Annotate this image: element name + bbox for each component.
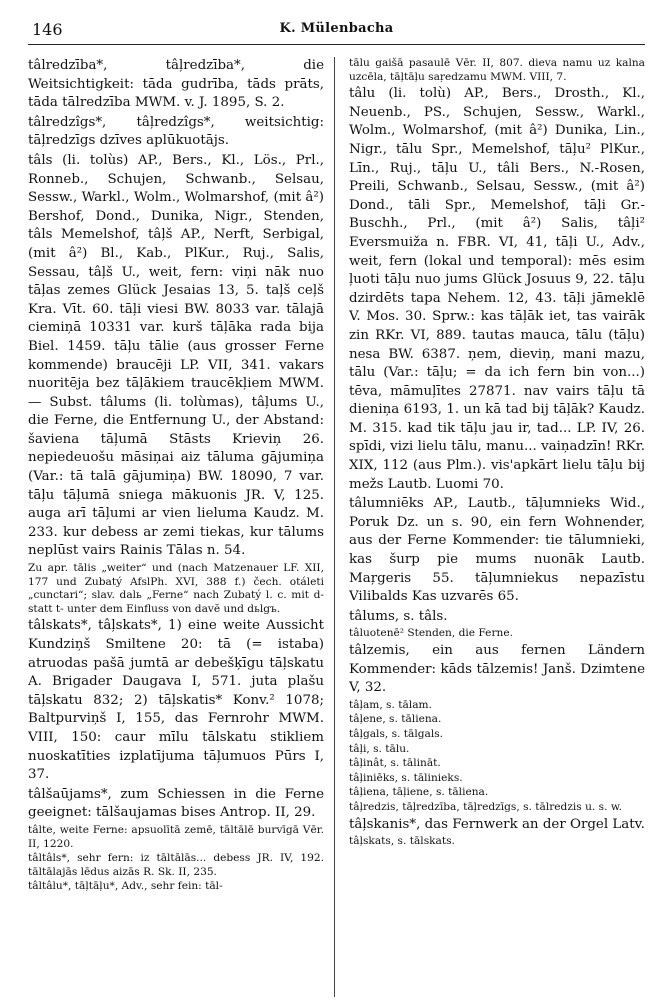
entry: tālu gaišā pasaulē Vēr. II, 807. dieva namu uz kalna uzcēla, tāļtāļu saŗedzamu MWM. VIII, 7. bbox=[349, 57, 645, 83]
entry: tâltâls*, sehr fern: iz tāltālās... debess JR. IV, 192. tāltālajās lēdus aizās R. Sk. II, 235. bbox=[28, 852, 324, 878]
entry: tâluotenē² Stenden, die Ferne. bbox=[349, 627, 513, 640]
entry: tâlu (li. tolù) AP., Bers., Drosth., Kl., Neuenb., PS., Schujen, Sessw., Warkl., Wolm., Wolmarshof, (mit â²) Dunika, Lin., Nigr., tālu Spr., Memelshof, tāļu² PlKur., Līn., Ruj., tāļu U., tâli Bers., N.-Rosen, Preili, Schwanb., Selsau, Sessw., (mit â²) Dond., tāli Spr., Memelshof, tāļi Gr.-Buschh., Prl., (mit â²) Salis, tâļi² Eversmuiža n. FBR. VI, 41, tāļi U., Adv., weit, fern (lokal und temporal): mēs esim ļuoti tāļu nuo jums Glück Josuus 9, 22. tāļu dzirdēts tapa Nehem. 12, 43. tāļi jāmeklē V. Mos. 30. Sprw.: kas tāļāk iet, tas vairāk zin RKr. VI, 889. tautas mauca, tālu (tāļu) nesa BW. 6387. ņem, dieviņ, mani mazu, tālu (Var.: tāļu; = da ich fern bin von...) tēva, māmuļītes 27871. nav vairs tāļu tā dieniņa 6193, 1. un kā tad bij tāļāk? Kaudz. M. 315. kad tik tāļu jau ir, tad... LP. IV, 26. spīdi, vizi lielu tālu, manu... vaiņadzīn! RKr. XIX, 112 (aus Plm.). vis'apkārt lielu tāļu bij mežs Lautb. Luomi 70. bbox=[349, 86, 645, 492]
entry: tâls (li. tolùs) AP., Bers., Kl., Lös., Prl., Ronneb., Schujen, Schwanb., Selsau, Sessw., Warkl., Wolm., Wolmarshof, (mit â²) Bershof, Dond., Dunika, Nigr., Stenden, tâls Memelshof, tâļš AP., Nerft, Serbigal, (mit â²) Bl., Kab., PlKur., Ruj., Salis, Sessau, tâļš U., weit, fern: viņi nāk nuo tāļas zemes Glück Jesaias 13, 5. taļš ceļš Kra. Vīt. 60. tāļi viesi BW. 8033 var. tālajā ciemiņā 10331 var. kurš tāļāka rada bija Biel. 1459. tāļu tālie (aus grosser Ferne kommende) braucēji LP. VII, 341. vakars nuoritēja bez tāļākiem traucēkļiem MWM. — Subst. tâlums (li. tolùmas), tâļums U., die Ferne, die Entfernung U., der Abstand: šaviena tāļumā Stāsts Krieviņ 26. nepiedeuošu māsiņai aiz tāluma gājumiņa (Var.: tā talā gājumiņa) BW. 18090, 7 var. tāļu tāļumā sniega mākuonis JR. V, 125. auga arī tāļumi ar vien lieluma Kaudz. M. 233. kur debess ar zemi tiekas, kur tālums neplūst vairs Rainis Tālas n. 54. bbox=[28, 152, 324, 559]
entry: tâļgals, s. tālgals. bbox=[349, 727, 444, 740]
entry: tâļene, s. tāliena. bbox=[349, 713, 442, 726]
page-number: 146 bbox=[32, 20, 63, 39]
entry: tâļam, s. tālam. bbox=[349, 698, 432, 711]
entry: tâļiniēks, s. tālinieks. bbox=[349, 771, 463, 784]
entry: tâļredzis, tāļredzība, tāļredzīgs, s. tālredzis u. s. w. bbox=[349, 800, 623, 813]
entry: tâlšaūjams*, zum Schiessen in die Ferne geeignet: tālšaujamas bises Antrop. II, 29. bbox=[28, 786, 324, 821]
entry: tâļi, s. tālu. bbox=[349, 742, 410, 755]
page-header bbox=[28, 14, 645, 45]
entry: tâlskats*, tâļskats*, 1) eine weite Aussicht Kundziņš Smiltene 20: tā (= istaba) atruodas pašā jumtā ar debešķīgu tāļskatu A. Brigader Daugava I, 571. juta plašu tāļskatu 832; 2) tāļskatis* Konv.² 1078; Baltpurviņš I, 155, das Fernrohr MWM. VIII, 150: caur mīlu tālskatu stikliem nuoskatīties izplatījuma tāļumuos Pūrs I, 37. bbox=[28, 618, 324, 783]
entry: tâļskats, s. tālskats. bbox=[349, 835, 455, 848]
entry: tâļiena, tāļiene, s. tāliena. bbox=[349, 786, 489, 799]
right-column bbox=[349, 57, 645, 997]
entry: tâļinât, s. tālināt. bbox=[349, 757, 441, 770]
entry: tâļskanis*, das Fernwerk an der Orgel Latv. bbox=[349, 816, 645, 832]
entry: tâlredzība*, tâļredzība*, die Weitsichtigkeit: tāda gudrība, tāds prāts, tāda tālredzība MWM. v. J. 1895, S. 2. bbox=[28, 58, 324, 111]
left-column bbox=[28, 57, 335, 997]
entry: tâlzemis, ein aus fernen Ländern Kommender: kāds tālzemis! Janš. Dzimtene V, 32. bbox=[349, 643, 645, 696]
etymology-note: Zu apr. tālis „weiter“ und (nach Matzenauer LF. XII, 177 und Zubatý AfslPh. XVI, 388 f.) čech. otáleti „cunctari“; slav. dalь „Ferne“ nach Zubatý l. c. mit d- statt t- unter dem Einfluss von davĕ und dьlgъ. bbox=[28, 562, 324, 615]
entry: tâlums, s. tâls. bbox=[349, 608, 448, 624]
running-title: K. Mülenbacha bbox=[279, 21, 394, 36]
entry: tâlumniēks AP., Lautb., tāļumnieks Wid., Poruk Dz. un s. 90, ein fern Wohnender, aus der Ferne Kommender: tie tālumnieki, kas šurp pie mums nuonāk Lautb. Maŗgeris 55. tāļumniekus nepazīstu Vilibalds Kas uzvarēs 65. bbox=[349, 496, 645, 605]
entry: tâltâlu*, tāļtāļu*, Adv., sehr fein: tāl- bbox=[28, 880, 223, 893]
entry: tâlredzîgs*, tâļredzîgs*, weitsichtig: tāļredzīgs dzīves aplūkuotājs. bbox=[28, 114, 324, 149]
entry: tâlte, weite Ferne: apsuolītā zemē, tāltālē burvīgā Vēr. II, 1220. bbox=[28, 823, 324, 850]
